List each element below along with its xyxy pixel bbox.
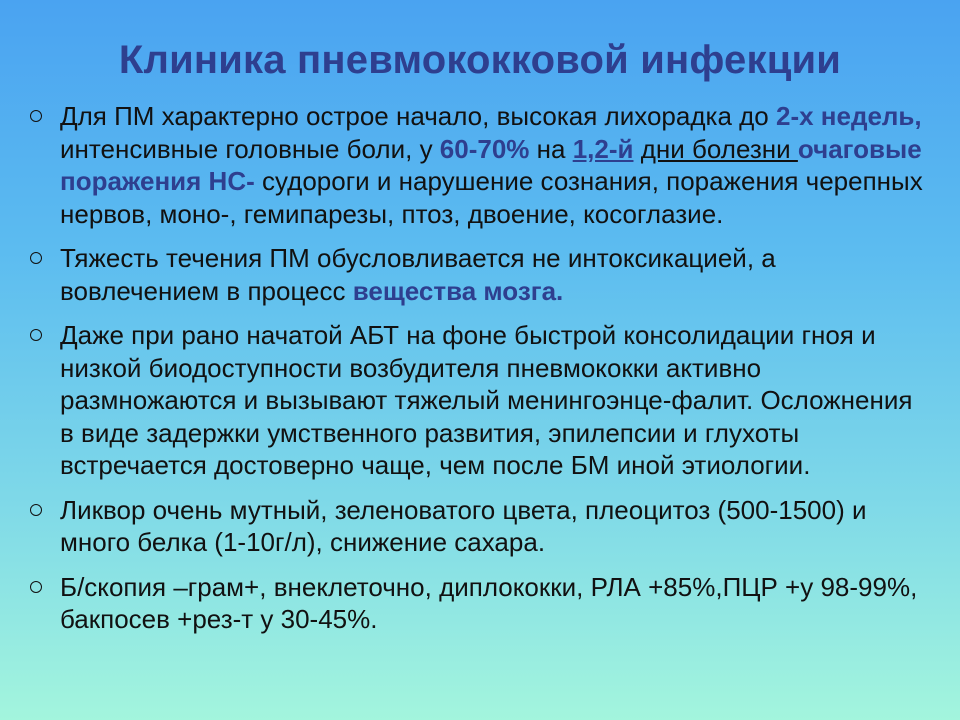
bullet-list <box>30 100 925 648</box>
bullet-text <box>60 101 923 229</box>
bullet-item <box>30 571 925 636</box>
underlined-segment: дни болезни <box>640 133 798 164</box>
bullet-item <box>30 494 925 559</box>
highlight-segment: вещества мозга. <box>352 275 564 306</box>
text-segment: судороги и нарушение сознания, поражения черепных нервов, моно-, гемипарезы, птоз, двоение, косоглазие. <box>60 166 923 229</box>
text-segment: на <box>529 133 573 164</box>
bullet-text <box>60 320 912 480</box>
hollow-circle-icon <box>30 504 42 516</box>
bullet-item <box>30 100 925 230</box>
underlined-highlight-segment: 1,2-й <box>572 133 634 164</box>
hollow-circle-icon <box>30 252 42 264</box>
text-segment: Тяжесть течения ПМ обусловливается не интоксикацией, а вовлечением в процесс <box>60 243 776 306</box>
bullet-text <box>60 243 776 306</box>
text-segment <box>633 134 640 164</box>
hollow-circle-icon <box>30 329 42 341</box>
highlight-segment: 2-х недель, <box>775 101 922 131</box>
slide-title: Клиника пневмококковой инфекции <box>118 38 842 82</box>
highlight-segment: очаговые поражения НС- <box>60 133 922 196</box>
text-segment: Для ПМ характерно острое начало, высокая лихорадка до <box>60 101 776 131</box>
bullet-item <box>30 319 925 482</box>
hollow-circle-icon <box>30 581 42 593</box>
hollow-circle-icon <box>30 110 42 122</box>
bullet-item <box>30 242 925 307</box>
text-segment: Даже при рано начатой АБТ на фоне быстрой консолидации гноя и низкой биодоступности возбудителя пневмококки активно размножаются и вызывают тяжелый менингоэнце-фалит. Осложнения в виде задержки умственного развития, эпилепсии и глухоты встречается достоверно чаще, чем после БМ иной этиологии. <box>60 320 913 480</box>
highlight-segment: 60-70% <box>439 133 530 164</box>
text-segment: интенсивные головные боли, у <box>60 133 440 164</box>
bullet-text <box>60 495 866 558</box>
bullet-text <box>60 572 917 635</box>
text-segment: Ликвор очень мутный, зеленоватого цвета, плеоцитоз (500-1500) и много белка (1-10г/л), снижение сахара. <box>60 494 867 557</box>
text-segment: Б/скопия –грам+, внеклеточно, диплококки, РЛА +85%,ПЦР +у 98-99%, бакпосев +рез-т у 30-45%. <box>60 571 918 634</box>
